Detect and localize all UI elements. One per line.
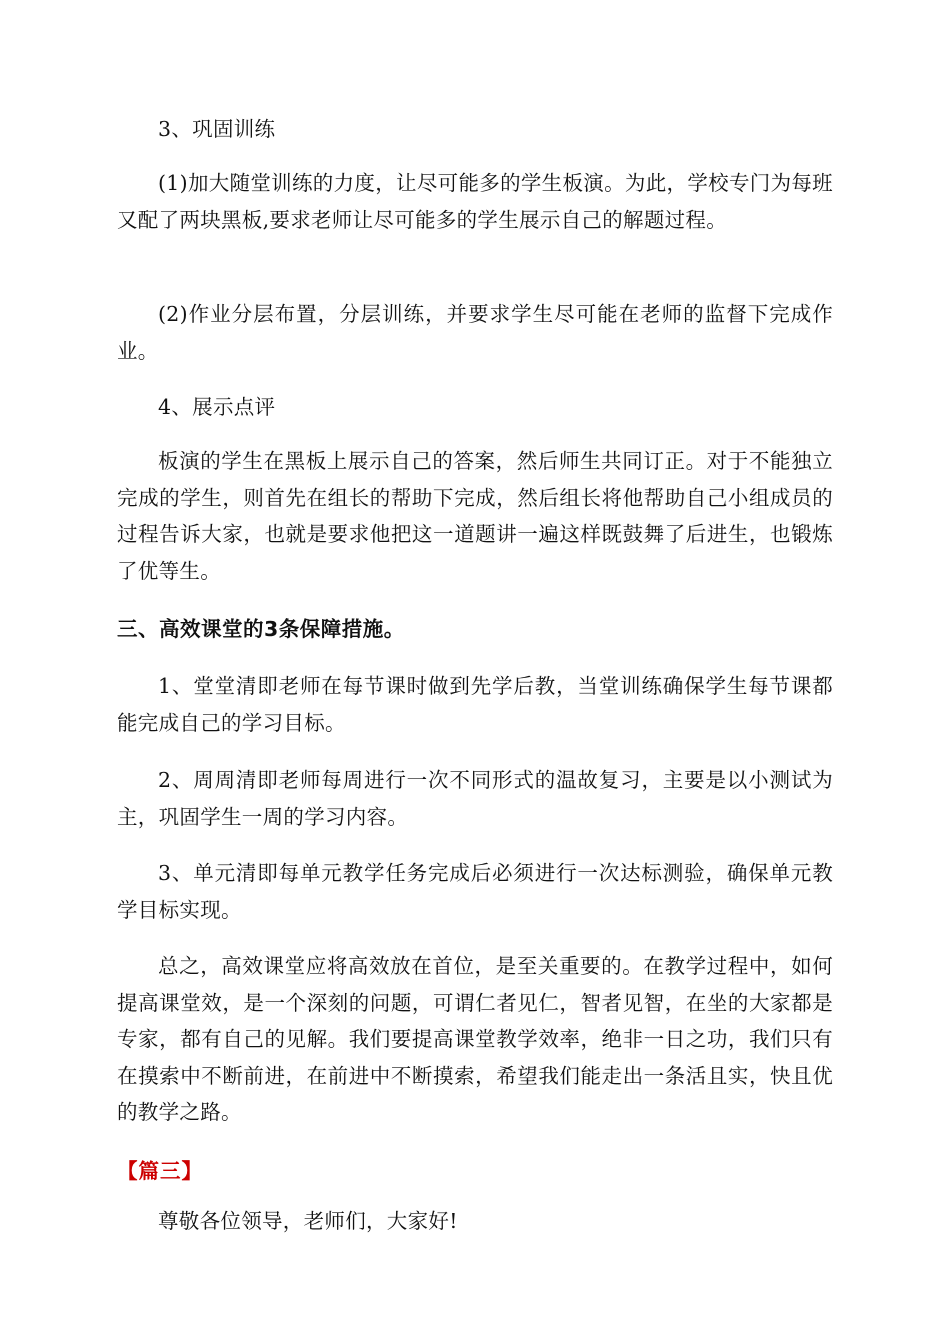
paragraph-unit-clear: 3、单元清即每单元教学任务完成后必须进行一次达标测验，确保单元教学目标实现。 <box>117 861 833 922</box>
paragraph-classroom-practice: (1)加大随堂训练的力度，让尽可能多的学生板演。为此，学校专门为每班又配了两块黑板,要求老师让尽可能多的学生展示自己的解题过程。 <box>117 171 833 232</box>
paragraph-conclusion: 总之，高效课堂应将高效放在首位，是至关重要的。在教学过程中，如何提高课堂效，是一个深刻的问题，可谓仁者见仁，智者见智，在坐的大家都是专家，都有自己的见解。我们要提高课堂教学效率，绝非一日之功，我们只有在摸索中不断前进，在前进中不断摸索，希望我们能走出一条活且实，快且优的教学之路。 <box>117 954 833 1124</box>
paragraph-board-presentation: 板演的学生在黑板上展示自己的答案，然后师生共同订正。对于不能独立完成的学生，则首先在组长的帮助下完成，然后组长将他帮助自己小组成员的过程告诉大家，也就是要求他把这一道题讲一遍这样既鼓舞了后进生，也锻炼了优等生。 <box>117 449 833 583</box>
subheading-presentation-review: 4、展示点评 <box>158 395 276 419</box>
paragraph-layered-homework: (2)作业分层布置，分层训练，并要求学生尽可能在老师的监督下完成作业。 <box>117 302 833 363</box>
section-heading-guarantee-measures: 三、高效课堂的3条保障措施。 <box>117 617 405 641</box>
paragraph-weekly-clear: 2、周周清即老师每周进行一次不同形式的温故复习，主要是以小测试为主，巩固学生一周的学习内容。 <box>117 768 833 829</box>
paragraph-daily-clear: 1、堂堂清即老师在每节课时做到先学后教，当堂训练确保学生每节课都能完成自己的学习目标。 <box>117 674 833 735</box>
chapter-heading-part-three: 【篇三】 <box>117 1159 203 1183</box>
subheading-consolidation-training: 3、巩固训练 <box>158 117 276 141</box>
paragraph-greeting: 尊敬各位领导，老师们，大家好! <box>158 1209 458 1233</box>
